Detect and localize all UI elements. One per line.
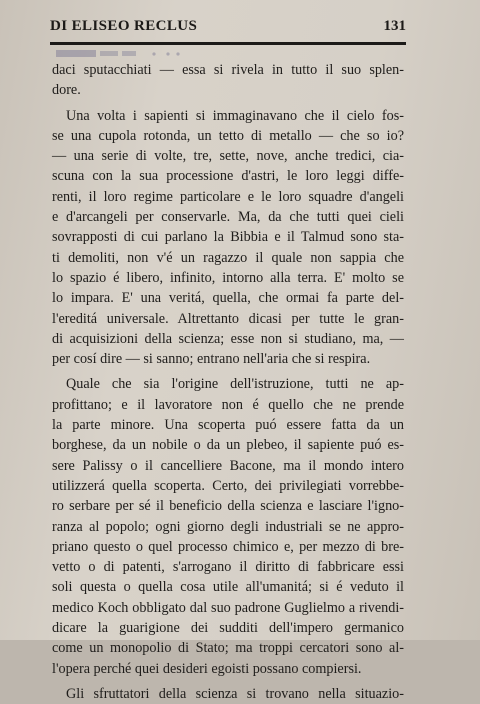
page-number: 131 bbox=[383, 18, 406, 34]
text-line: sere Palissy o il cancelliere Bacone, ma il mondo intero bbox=[52, 457, 404, 474]
text-line: la parte minore. Una scoperta puó essere fatta da un bbox=[52, 417, 404, 434]
text-line: Gli sfruttatori della scienza si trovano nella situazio- bbox=[66, 685, 404, 702]
text-line: Quale che sia l'origine dell'istruzione, tutti ne ap- bbox=[66, 376, 404, 393]
text-line: profittano; e il lavoratore non é quello che ne prende bbox=[52, 396, 404, 413]
page-header bbox=[50, 18, 406, 42]
paragraph-exploiters bbox=[52, 684, 404, 704]
text-line: daci sputacchiati — essa si rivela in tutto il suo splen- bbox=[52, 62, 404, 78]
text-line: medico Koch obbligato dal suo padrone Guglielmo a rivendi- bbox=[52, 599, 404, 616]
library-stamp-icon bbox=[54, 47, 204, 61]
text-line: dore. bbox=[52, 82, 81, 99]
text-line: come un monopolio di Stato; ma troppi cercatori sono al- bbox=[52, 640, 404, 657]
paragraph-instruction bbox=[52, 374, 404, 678]
text-line: dicare la guarigione dei sudditi dell'impero germanico bbox=[52, 620, 404, 637]
text-line: Una volta i sapienti si immaginavano che il cielo fos- bbox=[66, 107, 404, 124]
text-line: di acquisizioni della scienza; esse non si studiano, ma, — bbox=[52, 330, 404, 347]
text-line: vetto o di patenti, s'arrogano il diritto di fabbricare essi bbox=[52, 559, 404, 576]
text-line: e d'arcangeli per conservarle. Ma, da che tutti quei cieli bbox=[52, 209, 404, 226]
text-line: scuna con la sua processione d'astri, le loro leggi diffe- bbox=[52, 168, 404, 185]
text-line: priano questo o quel processo chimico e, per mezzo di bre- bbox=[52, 538, 404, 555]
text-line: ro serbare per sé il beneficio della scienza e lasciare l'igno- bbox=[52, 498, 404, 515]
text-line: — una serie di volte, tre, sette, nove, anche tredici, cia- bbox=[52, 148, 404, 165]
text-line: l'ereditá universale. Altrettanto dicasi per tutte le gran- bbox=[52, 310, 404, 327]
paragraph-continuation bbox=[52, 60, 404, 101]
text-line: per cosí dire — si sanno; entrano nell'aria che si respira. bbox=[52, 351, 371, 368]
text-line: sovrapposti di cui parlano la Bibbia e il Talmud sono sta- bbox=[52, 229, 404, 246]
text-line: utilizzerá quella scoperta. Certo, dei privilegiati vorrebbe- bbox=[52, 477, 404, 494]
text-line: lo spazio é libero, infinito, intorno alla terra. E' molto se bbox=[52, 269, 404, 286]
text-line: ti demoliti, non v'é un ragazzo il quale non sappia che bbox=[52, 249, 404, 266]
text-line: lo impara. E' una veritá, quella, che ormai fa parte del- bbox=[52, 290, 404, 307]
paragraph-sky bbox=[52, 106, 404, 370]
header-rule bbox=[50, 42, 406, 45]
text-line: borghese, da un nobile o da un plebeo, il sapiente puó es- bbox=[52, 437, 404, 454]
text-line: l'opera perché quei desideri egoisti possano compiersi. bbox=[52, 660, 362, 677]
text-line: se una cupola rotonda, un tetto di metallo — che so io? bbox=[52, 127, 404, 144]
text-line: ranza al popolo; ogni giorno degli industriali se ne appro- bbox=[52, 518, 404, 535]
text-line: soli questa o quella cosa utile all'umanitá; si é veduto il bbox=[52, 579, 404, 596]
running-head: DI ELISEO RECLUS bbox=[50, 18, 198, 34]
body-text bbox=[52, 60, 404, 704]
text-line: renti, il loro regime particolare e le loro squadre d'angeli bbox=[52, 188, 404, 205]
